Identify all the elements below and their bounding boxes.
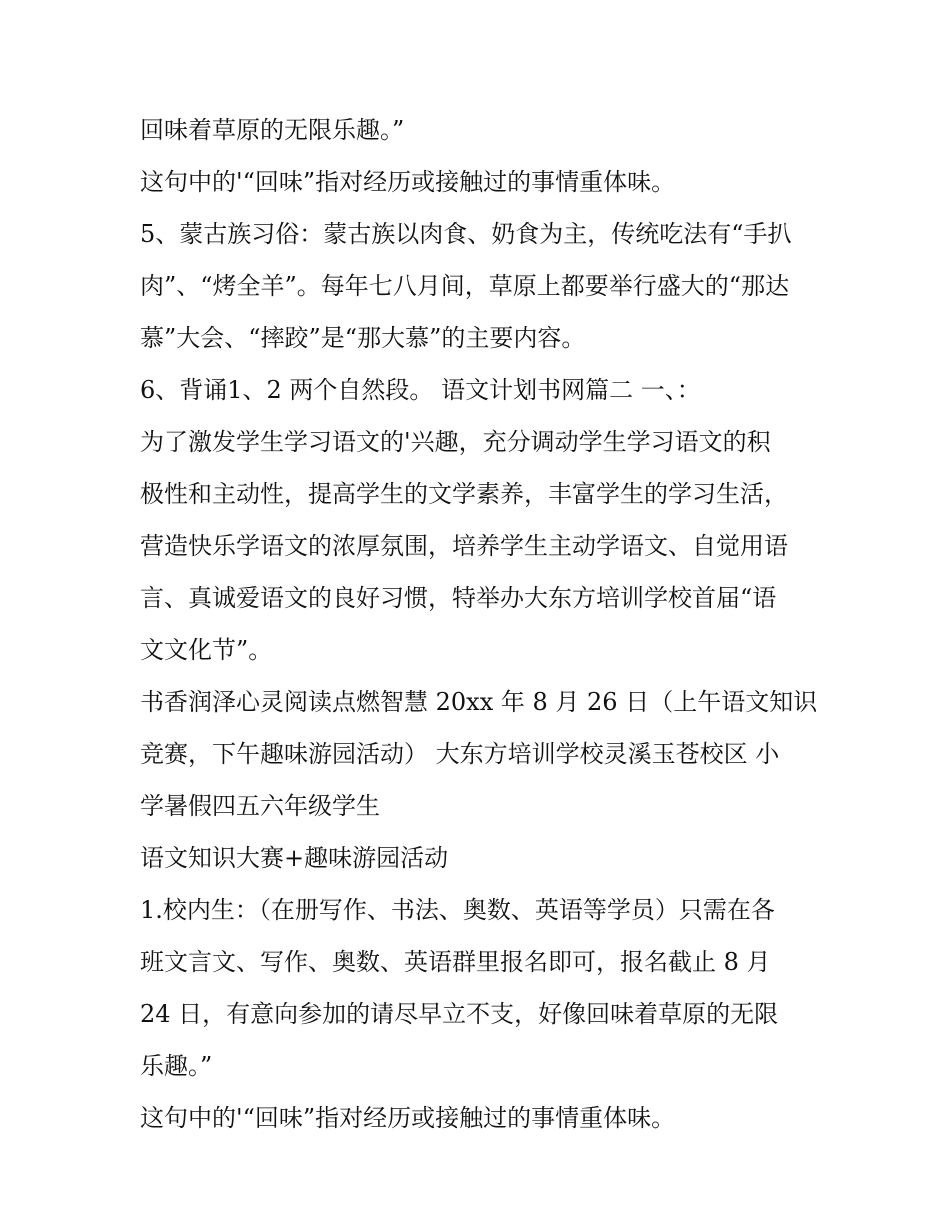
text-line: 极性和主动性，提高学生的文学素养，丰富学生的学习生活，: [140, 480, 788, 508]
text-line: 肉”、“烤全羊”。每年七八月间，草原上都要举行盛大的“那达: [140, 272, 790, 300]
text-line: 乐趣。”: [140, 1052, 213, 1080]
text-line: 24 日，有意向参加的请尽早立不支，好像回味着草原的无限: [140, 1000, 779, 1028]
text-line: 言、真诚爱语文的良好习惯，特举办大东方培训学校首届“语: [140, 584, 777, 612]
text-line: 竞赛，下午趣味游园活动） 大东方培训学校灵溪玉苍校区 小: [140, 740, 780, 768]
text-line: 5、蒙古族习俗：蒙古族以肉食、奶食为主，传统吃法有“手扒: [140, 220, 792, 248]
text-line: 1.校内生：（在册写作、书法、奥数、英语等学员）只需在各: [140, 896, 775, 924]
text-line: 班文言文、写作、奥数、英语群里报名即可，报名截止 8 月: [140, 948, 771, 976]
text-line: 学暑假四五六年级学生: [140, 792, 380, 820]
document-body: [140, 104, 820, 1144]
text-line: 这句中的'“回味”指对经历或接触过的事情重体味。: [140, 1104, 676, 1132]
text-line: 文文化节”。: [140, 636, 273, 664]
text-line: 书香润泽心灵阅读点燃智慧 20xx 年 8 月 26 日（上午语文知识: [140, 688, 818, 716]
text-line: 回味着草原的无限乐趣。”: [140, 116, 405, 144]
text-line: 为了激发学生学习语文的'兴趣，充分调动学生学习语文的积: [140, 428, 771, 456]
text-line: 6、背诵1、2 两个自然段。 语文计划书网篇二 一、：: [140, 376, 701, 404]
text-line: 营造快乐学语文的浓厚氛围，培养学生主动学语文、自觉用语: [140, 532, 788, 560]
text-line: 这句中的'“回味”指对经历或接触过的事情重体味。: [140, 168, 676, 196]
text-line: 慕”大会、“摔跤”是“那大慕”的主要内容。: [140, 324, 586, 352]
text-line: 语文知识大赛+趣味游园活动: [140, 844, 449, 872]
